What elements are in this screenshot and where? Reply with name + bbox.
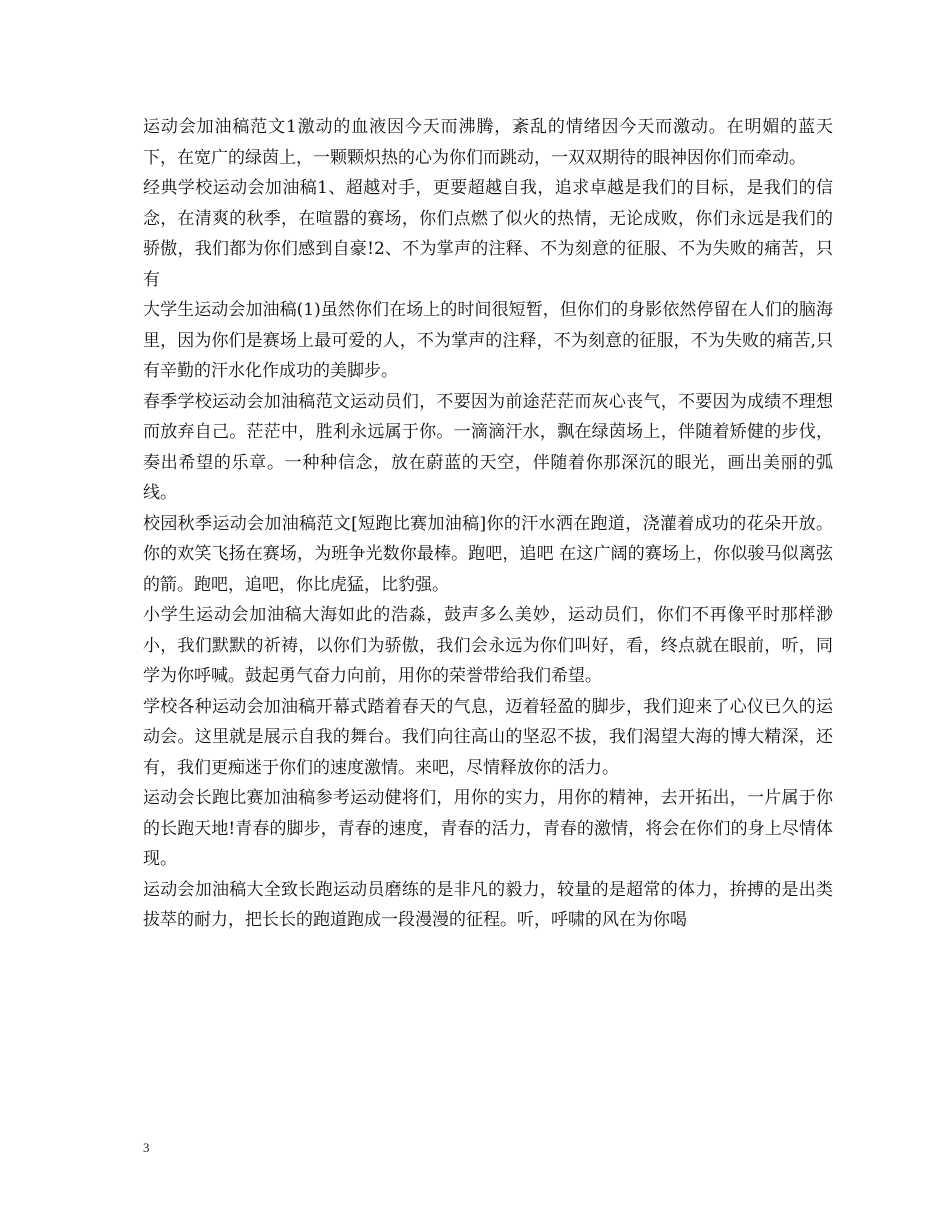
page-number: 3 [143, 1140, 150, 1155]
paragraph-6: 小学生运动会加油稿大海如此的浩淼，鼓声多么美妙，运动员们，你们不再像平时那样渺小，我们默默的祈祷，以你们为骄傲，我们会永远为你们叫好，看，终点就在眼前，听，同学为你呼喊。鼓起勇气奋力向前，用你的荣誉带给我们希望。 [143, 605, 833, 686]
paragraph-7: 学校各种运动会加油稿开幕式踏着春天的气息，迈着轻盈的脚步，我们迎来了心仪已久的运动会。这里就是展示自我的舞台。我们向往高山的坚忍不拔，我们渴望大海的博大精深，还有，我们更痴迷于你们的速度激情。来吧，尽情释放你的活力。 [143, 696, 833, 778]
paragraph-3: 大学生运动会加油稿(1)虽然你们在场上的时间很短暂，但你们的身影依然停留在人们的脑海里，因为你们是赛场上最可爱的人，不为掌声的注释，不为刻意的征服，不为失败的痛苦,只有辛勤的汗水化作成功的美脚步。 [143, 300, 833, 381]
paragraph-4: 春季学校运动会加油稿范文运动员们，不要因为前途茫茫而灰心丧气，不要因为成绩不理想而放弃自己。茫茫中，胜利永远属于你。一滴滴汗水，飘在绿茵场上，伴随着矫健的步伐，奏出希望的乐章。一种种信念，放在蔚蓝的天空，伴随着你那深沉的眼光，画出美丽的弧线。 [143, 391, 833, 503]
paragraph-8: 运动会长跑比赛加油稿参考运动健将们，用你的实力，用你的精神，去开拓出，一片属于你的长跑天地!青春的脚步，青春的速度，青春的活力，青春的激情，将会在你们的身上尽情体现。 [143, 788, 833, 869]
paragraph-5: 校园秋季运动会加油稿范文[短跑比赛加油稿]你的汗水洒在跑道，浇灌着成功的花朵开放。你的欢笑飞扬在赛场，为班争光数你最棒。跑吧，追吧 在这广阔的赛场上，你似骏马似离弦的箭。跑吧，追吧，你比虎猛，比豹强。 [143, 513, 833, 595]
paragraph-1: 运动会加油稿范文1激动的血液因今天而沸腾，紊乱的情绪因今天而激动。在明媚的蓝天下，在宽广的绿茵上，一颗颗炽热的心为你们而跳动，一双双期待的眼神因你们而牵动。 [143, 117, 833, 168]
paragraph-2: 经典学校运动会加油稿1、超越对手，更要超越自我，追求卓越是我们的目标，是我们的信念，在清爽的秋季，在喧嚣的赛场，你们点燃了似火的热情，无论成败，你们永远是我们的骄傲，我们都为你们感到自豪!2、不为掌声的注释、不为刻意的征服、不为失败的痛苦，只有 [143, 178, 833, 290]
paragraph-9: 运动会加油稿大全致长跑运动员磨练的是非凡的毅力，较量的是超常的体力，拚搏的是出类拔萃的耐力，把长长的跑道跑成一段漫漫的征程。听，呼啸的风在为你喝 [143, 879, 833, 930]
document-body [143, 112, 833, 936]
